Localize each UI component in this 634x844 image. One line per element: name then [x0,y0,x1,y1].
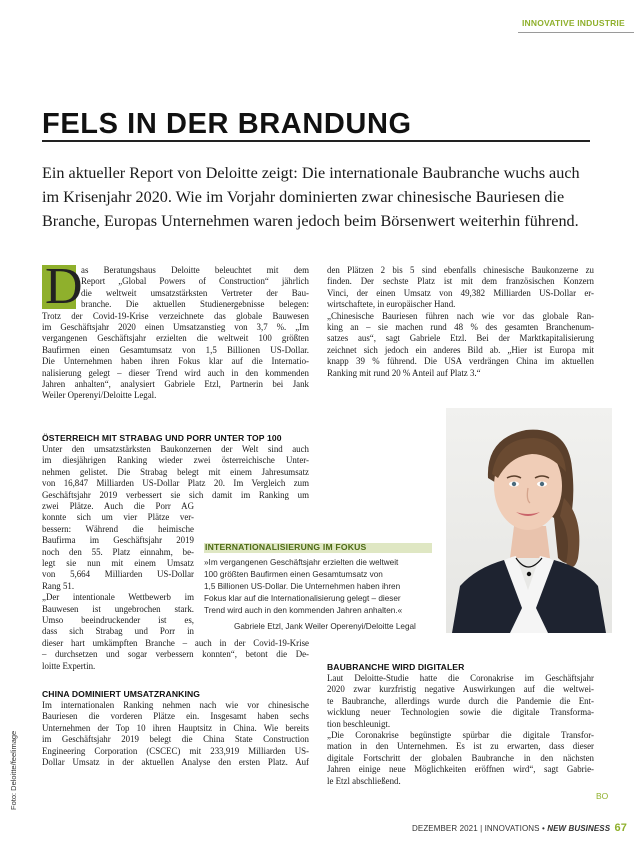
subhead-austria: ÖSTERREICH MIT STRABAG UND PORR UNTER TOP 100 [42,433,282,443]
text-line: Trotz der Covid-19-Krise verzeichnete das globale Bauwesen [42,310,309,321]
col1-intro [42,311,309,402]
text-line: 2020 zwar kurzfristig negative Auswirkungen auf die weltwei- [327,684,594,695]
text-line: Bauriesen die vorderen Plätze ein. Insgesamt haben sechs [42,711,309,722]
text-line: die weltweit umsatzstärksten Vertreter der Bau- [81,287,309,298]
text-line: Unternehmen der Top 10 ihren Hauptsitz in China. Wie bereits [42,722,309,733]
col1-section1-end [42,638,309,672]
text-line: Geschäftsjahr 2019 verbessert sie sich damit im Ranking um [42,489,309,500]
text-line: Baufirma im Geschäftsjahr 2019 [42,535,194,546]
pull-quote-heading-text: INTERNATIONALISIERUNG IM FOKUS [205,542,367,552]
text-line: digitale Fortschritt der globalen Baubranche in den nächsten [327,752,594,763]
text-line: Umso beeindruckender ist es, [42,614,194,625]
quote-line: 100 größten Baufirmen einen Gesamtumsatz von [204,570,383,580]
text-line: „Der intentionale Wettbewerb im [42,592,194,603]
text-line: te Baubranche, allerdings wurde durch die Pandemie die Ent- [327,695,594,706]
text-line: – durchsetzen und sogar verbessern konnten“, betont die De- [42,649,309,660]
lead-line: Ein aktueller Report von Deloitte zeigt: Die internationale Baubranche wuchs auch [42,164,580,182]
text-line: zeichnet sich jedoch ein anderes Bild ab. „Hier ist Europa mit [327,344,594,355]
text-line: nehmen gelistet. Die Strabag belegt mit einem Jahresumsatz [42,466,309,477]
text-line: legt sie nun mit einem Umsatz [42,557,194,568]
header-divider [518,32,634,33]
text-line: im Geschäftsjahr 2020 einen Umsatzanstieg von 3,7 %. „Im [42,321,309,332]
text-line: Report „Global Powers of Construction“ jährlich [81,276,309,287]
text-line: den Plätzen 2 bis 5 sind ebenfalls chinesische Baukonzerne zu [327,265,594,275]
text-line: nalisierung gelegt – dieser Trend wird auch in den kommenden [42,367,309,378]
text-line: mation in den Unternehmen. Es ist zu erwarten, dass dieser [327,741,594,752]
text-line: konnte sich um vier Plätze ver- [42,512,194,523]
col1-section1 [42,444,309,501]
lead-line: im Krisenjahr 2020. Wie im Vorjahr dominierten zwar chinesische Bauriesen die [42,188,565,206]
text-line: wicklung neuer Technologien sowie die digitale Transforma- [327,707,594,718]
text-line: tion beschleunigt. [327,718,391,729]
text-line: knapp 39 % führend. Die USA verdrängen China im aktuellen [327,356,594,367]
text-line: Bauwesen ist ungebrochen stark. [42,603,194,614]
pull-quote-heading [204,543,432,553]
text-line: Ranking mit rund 20 % Anteil auf Platz 3.“ [327,367,481,378]
text-line: Im internationalen Ranking nehmen nach wie vor chinesische [42,700,309,710]
text-line: Unter den umsatzstärksten Baukonzernen der Welt sind auch [42,444,309,454]
lead-line: Branche, Europas Unternehmen waren jedoch beim Börsenwert weiterhin führend. [42,212,579,230]
text-line: Jahren einige neue Möglichkeiten eröffnen wird“, sagt Gabrie- [327,764,594,775]
drop-cap-letter: D [45,258,83,315]
article-title: FELS IN DER BRANDUNG [42,108,412,140]
portrait-photo [446,408,612,633]
text-line: Engineering Corporation (CSCEC) mit 233,919 Milliarden US- [42,745,309,756]
text-line: Dollar Umsatz in der aktuellen Analyse den ersten Platz. Auf [42,756,309,767]
text-line: zwei Plätze. Auch die Porr AG [42,501,194,511]
text-line: as Beratungshaus Deloitte beleuchtet mit dem [81,265,309,275]
text-line: „Chinesische Bauriesen führen nach wie vor das globale Ran- [327,310,594,321]
drop-cap [42,258,83,315]
text-line: bessern: Während die heimische [42,523,194,534]
quote-line: Fokus klar auf die Internationalisierung gelegt – dieser [204,594,401,604]
subhead-digital: BAUBRANCHE WIRD DIGITALER [327,662,465,672]
text-line: Weiler Operenyi/Deloitte Legal. [42,390,157,401]
text-line: im Geschäftsjahr 2019 belegt die China State Construction [42,734,309,745]
text-line: king an – sie machen rund 48 % des gesamten Branchenum- [327,321,594,332]
text-line: loitte Expertin. [42,660,96,671]
footer-issue: DEZEMBER 2021 | INNOVATIONS • [412,824,545,833]
quote-line: »Im vergangenen Geschäftsjahr erzielten die weltweit [204,558,399,567]
photo-credit: Foto: Deloitte/feelimage [9,730,18,810]
text-line: Laut Deloitte-Studie hatte die Coronakrise im Geschäftsjahr [327,673,594,683]
text-line: Jahren anhalten“, analysiert Gabriele Etzl, Partnerin bei Jank [42,378,309,389]
col1-section1-narrow [42,501,194,638]
text-line: dass sich Strabag und Porr in [42,626,194,637]
title-underline [42,140,590,142]
quote-line: 1,5 Billionen US-Dollar. Die Unternehmen haben ihren [204,582,401,592]
text-line: von 5,664 Milliarden US-Dollar [42,569,194,580]
subhead-china: CHINA DOMINIERT UMSATZRANKING [42,689,201,699]
text-line: Baufirmen einen Gesamtumsatz von 1,5 Billionen US-Dollar. [42,344,309,355]
text-line: wirtschaftete, in europäischer Hand. [327,299,456,310]
footer-brand: NEW BUSINESS [547,824,611,833]
pull-quote-text [204,557,402,617]
portrait-illustration [446,408,612,633]
text-line: Die Unternehmen haben ihren Fokus klar auf die Internatio- [42,356,309,367]
col2-bottom [327,673,594,787]
section-label: INNOVATIVE INDUSTRIE [522,18,625,28]
text-line: Rang 51. [42,580,75,591]
text-line: Vinci, der einen Umsatz von 49,382 Milliarden US-Dollar er- [327,287,594,298]
text-line: im diesjährigen Ranking wieder zwei österreichische Unter- [42,455,309,466]
text-line: von 16,847 Milliarden US-Dollar Platz 20. Im Vergleich zum [42,478,309,489]
text-line: „Die Coronakrise begünstigte spürbar die digitale Transfor- [327,729,594,740]
col2-top [327,265,594,379]
text-line: vergangenen Geschäftsjahr erzielten die weltweit 100 größten [42,333,309,344]
article-lead [42,161,602,233]
quote-line: Trend wird auch in den kommenden Jahren anhalten.« [204,606,403,616]
text-line: le Etzl abschließend. [327,775,401,786]
col1-section2 [42,700,309,768]
page-footer [412,822,627,834]
pull-quote-source: Gabriele Etzl, Jank Weiler Operenyi/Deloitte Legal [234,622,416,631]
text-line: noch den 55. Platz einnahm, be- [42,546,194,557]
page-number: 67 [614,822,627,834]
author-signature: BO [596,791,609,801]
col1-intro-indented [81,265,309,311]
text-line: branche. Die aktuellen Studienergebnisse belegen: [81,299,309,310]
text-line: finden. Der sechste Platz ist mit dem französischen Konzern [327,276,594,287]
text-line: dieser hart umkämpften Branche – auch in der Covid-19-Krise [42,638,309,648]
text-line: satzes aus“, sagt Gabriele Etzl. Bei der Marktkapitalisierung [327,333,594,344]
